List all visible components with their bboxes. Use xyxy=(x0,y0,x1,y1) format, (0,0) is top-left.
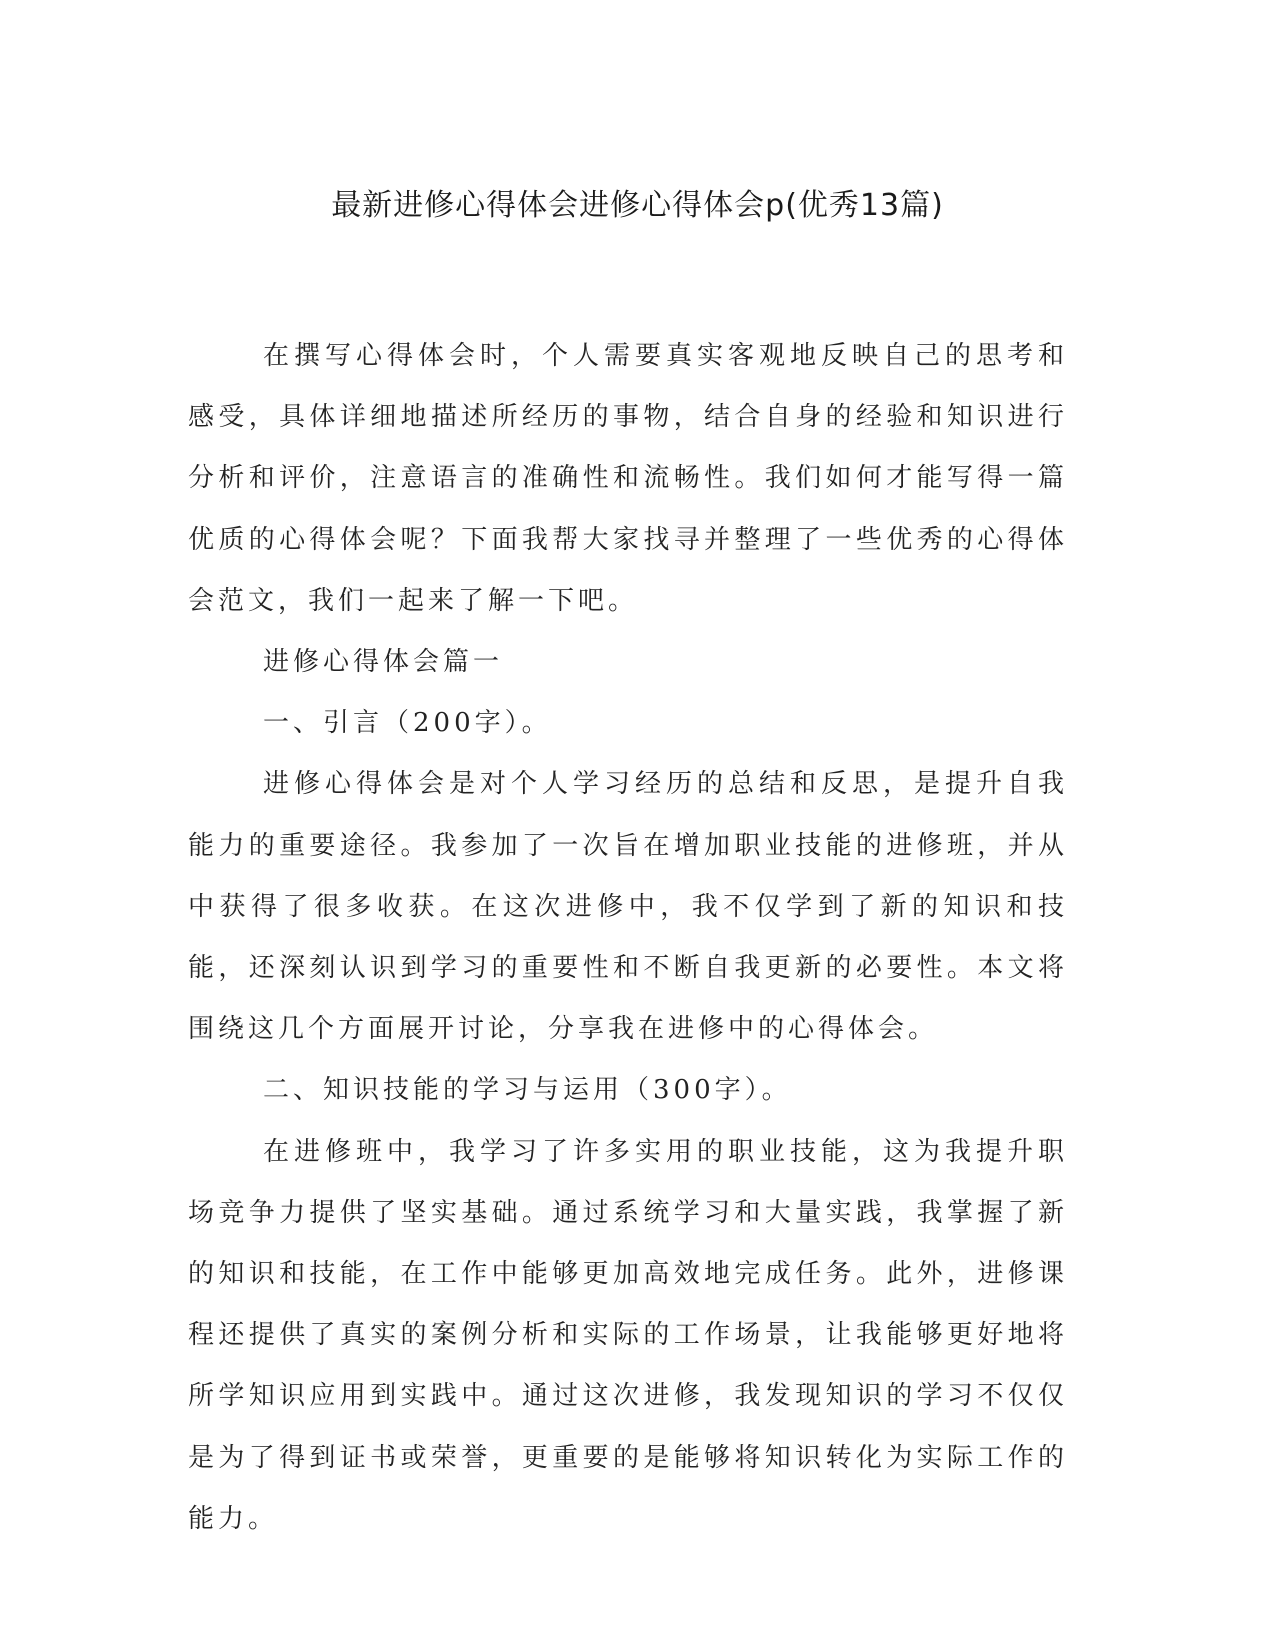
paragraph-knowledge-skills: 在进修班中，我学习了许多实用的职业技能，这为我提升职场竞争力提供了坚实基础。通过系统学习和大量实践，我掌握了新的知识和技能，在工作中能够更加高效地完成任务。此外，进修课程还提供了真实的案例分析和实际的工作场景，让我能够更好地将所学知识应用到实践中。通过这次进修，我发现知识的学习不仅仅是为了得到证书或荣誉，更重要的是能够将知识转化为实际工作的能力。 xyxy=(188,1136,1068,1534)
document-title: 最新进修心得体会进修心得体会p(优秀13篇) xyxy=(331,188,944,223)
intro-paragraph: 在撰写心得体会时，个人需要真实客观地反映自己的思考和感受，具体详细地描述所经历的事物，结合自身的经验和知识进行分析和评价，注意语言的准确性和流畅性。我们如何才能写得一篇优质的心得体会呢？下面我帮大家找寻并整理了一些优秀的心得体会范文，我们一起来了解一下吧。 xyxy=(188,341,1068,616)
paragraph-introduction: 进修心得体会是对个人学习经历的总结和反思，是提升自我能力的重要途径。我参加了一次旨在增加职业技能的进修班，并从中获得了很多收获。在这次进修中，我不仅学到了新的知识和技能，还深刻认识到学习的重要性和不断自我更新的必要性。本文将围绕这几个方面展开讨论，分享我在进修中的心得体会。 xyxy=(188,769,1068,1045)
heading-knowledge-skills: 二、知识技能的学习与运用（300字）。 xyxy=(263,1075,792,1106)
heading-introduction: 一、引言（200字）。 xyxy=(263,708,552,739)
document-body xyxy=(188,326,1068,1550)
section-title: 进修心得体会篇一 xyxy=(263,647,504,678)
